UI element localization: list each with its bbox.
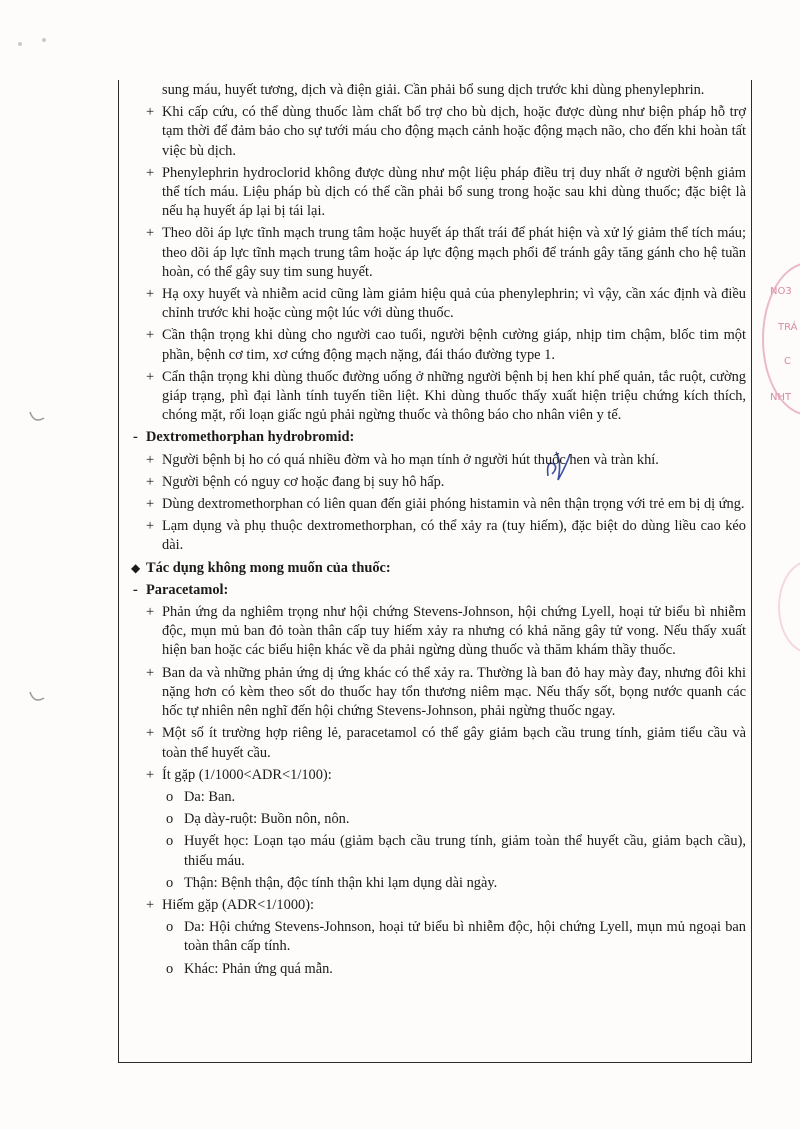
- list-item: + Phản ứng da nghiêm trọng như hội chứng Stevens-Johnson, hội chứng Lyell, hoại tử biểu bì nhiễm độc, mụn mủ ban đỏ toàn thân cấp tuy hiếm xảy ra nhưng có khả năng gây tử vong. Nếu thấy xuất hiện ban hoặc các biểu hiện khác về da phải ngừng dùng thuốc và thăm khám thầy thuốc.: [146, 604, 746, 659]
- sub-list-item: o Da: Ban.: [166, 788, 236, 805]
- stamp-fragment: TRÁ: [778, 322, 798, 333]
- punch-hole-mark: [28, 688, 48, 708]
- dextromethorphan-precautions: [128, 451, 746, 556]
- stamp-fragment: NO3: [770, 286, 792, 297]
- sub-list-item: o Thận: Bệnh thận, độc tính thận khi lạm dụng dài ngày.: [166, 874, 498, 891]
- rare-label: + Hiếm gặp (ADR<1/1000):: [146, 896, 315, 913]
- scan-dot: [18, 42, 22, 46]
- intro-paragraph: sung máu, huyết tương, dịch và điện giải. Cần phải bổ sung dịch trước khi dùng phenylephrin.: [162, 82, 705, 98]
- list-item: + Theo dõi áp lực tĩnh mạch trung tâm hoặc huyết áp thất trái để phát hiện và xử lý giảm thể tích máu; theo dõi áp lực tĩnh mạch trung tâm hoặc áp lực động mạch phổi để tránh gây tăng gánh cho hệ tuần hoàn, có thể gây suy tim sung huyết.: [146, 225, 746, 280]
- document-body: [128, 81, 746, 982]
- list-item: + Khi cấp cứu, có thể dùng thuốc làm chất bổ trợ cho bù dịch, hoặc được dùng như biện pháp hỗ trợ tạm thời để đảm bảo cho sự tưới máu cho động mạch cảnh hoặc động mạch não, cho đến khi hoàn tất việc bù dịch.: [146, 104, 746, 159]
- sub-list-item: o Khác: Phản ứng quá mẫn.: [166, 960, 333, 977]
- punch-hole-mark: [28, 408, 48, 428]
- adverse-effects-section-title: ◆ Tác dụng không mong muốn của thuốc:: [128, 559, 746, 578]
- diamond-bullet-icon: ◆: [131, 560, 141, 575]
- uncommon-label: + Ít gặp (1/1000<ADR<1/100):: [146, 766, 332, 783]
- list-item: + Lạm dụng và phụ thuộc dextromethorphan, có thể xảy ra (tuy hiếm), đặc biệt do dùng liều cao kéo dài.: [146, 518, 746, 554]
- stamp-fragment: NHT: [770, 392, 792, 403]
- list-item: + Người bệnh có nguy cơ hoặc đang bị suy hô hấp.: [146, 473, 445, 490]
- sub-list-item: o Da: Hội chứng Stevens-Johnson, hoại tử biểu bì nhiễm độc, hội chứng Lyell, mụn mủ ngoại ban toàn thân cấp tính.: [166, 919, 746, 955]
- dextromethorphan-heading: - Dextromethorphan hydrobromid:: [133, 429, 355, 446]
- phenylephrin-precautions: [128, 103, 746, 425]
- stamp-fragment: C: [784, 356, 791, 367]
- scan-dot: [42, 38, 46, 42]
- sub-list-item: o Dạ dày-ruột: Buồn nôn, nôn.: [166, 811, 350, 828]
- list-item: + Cần thận trọng khi dùng cho người cao tuổi, người bệnh cường giáp, nhịp tim chậm, blốc tim một phần, bệnh cơ tim, xơ cứng động mạch nặng, đái tháo đường type 1.: [146, 327, 746, 363]
- paracetamol-adverse-effects: [128, 603, 746, 979]
- list-item: + Cẩn thận trọng khi dùng thuốc đường uống ở những người bệnh bị hen khí phế quản, tắc ruột, cường giáp trạng, phì đại lành tính tuyến tiền liệt. Khi dùng thuốc thấy xuất hiện triệu chứng kích thích, chóng mặt, rối loạn giấc ngủ phải ngừng thuốc và thông báo cho nhân viên y tế.: [146, 368, 746, 424]
- company-stamp-faint: [778, 560, 800, 654]
- list-item: + Người bệnh bị ho có quá nhiều đờm và ho mạn tính ở người hút thuốc hen và tràn khí.: [146, 451, 659, 468]
- list-item: + Dùng dextromethorphan có liên quan đến giải phóng histamin và nên thận trọng với trẻ em bị dị ứng.: [146, 496, 745, 513]
- list-item: + Phenylephrin hydroclorid không được dùng như một liệu pháp điều trị duy nhất ở người bệnh giảm thể tích máu. Liệu pháp bù dịch có thể cần phải bổ sung trong hoặc sau khi dùng thuốc; đặc biệt là nếu hạ huyết áp lại bị tái lại.: [146, 164, 746, 220]
- paracetamol-heading: - Paracetamol:: [133, 581, 229, 598]
- list-item: + Ban da và những phản ứng dị ứng khác có thể xảy ra. Thường là ban đỏ hay mày đay, nhưng đôi khi nặng hơn có kèm theo sốt do thuốc hay tổn thương niêm mạc. Nếu thấy sốt, bọng nước quanh các hốc tự nhiên nên nghĩ đến hội chứng Stevens-Johnson, phải ngừng thuốc ngay.: [146, 664, 746, 720]
- list-item: + Hạ oxy huyết và nhiễm acid cũng làm giảm hiệu quả của phenylephrin; vì vậy, cần xác định và điều chỉnh trước khi hoặc cùng một lúc với dùng thuốc.: [146, 286, 746, 322]
- list-item: + Một số ít trường hợp riêng lẻ, paracetamol có thể gây giảm bạch cầu trung tính, giảm tiểu cầu và toàn thể huyết cầu.: [146, 725, 746, 761]
- sub-list-item: o Huyết học: Loạn tạo máu (giảm bạch cầu trung tính, giảm toàn thể huyết cầu, giảm bạch cầu), thiếu máu.: [166, 833, 746, 869]
